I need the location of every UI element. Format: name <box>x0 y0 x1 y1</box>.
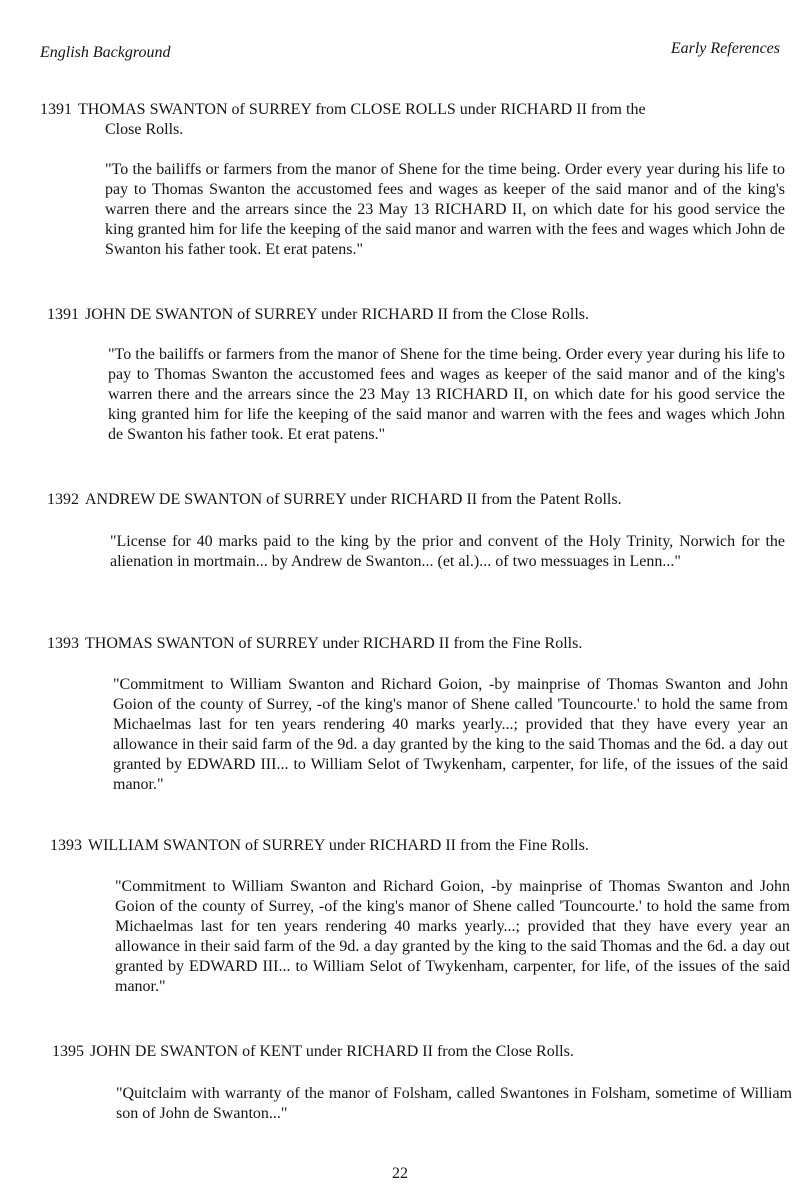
entry-heading <box>0 490 800 510</box>
entry-year: 1391 <box>47 306 79 323</box>
entry-title: THOMAS SWANTON of SURREY from CLOSE ROLLS under RICHARD II from the <box>78 101 646 118</box>
entry-quote: "Commitment to William Swanton and Richard Goion, -by mainprise of Thomas Swanton and John Goion of the county of Surrey, -of the king's manor of Shene called 'Touncourte.' to hold the same from Michaelmas last for ten years rendering 40 marks yearly...; provided that they have every year an allowance in their said farm of the 9d. a day granted by the king to the said Thomas and the 6d. a day out granted by EDWARD III... to William Selot of Twykenham, carpenter, for life, of the issues of the said manor." <box>115 878 790 995</box>
entry-title-continuation: Close Rolls. <box>105 121 184 138</box>
running-header-left: English Background <box>40 44 171 61</box>
entry-title: JOHN DE SWANTON of SURREY under RICHARD II from the Close Rolls. <box>85 306 589 323</box>
entry-1391-thomas <box>0 100 800 260</box>
entry-year: 1392 <box>47 491 79 508</box>
entry-1393-william <box>0 836 800 997</box>
entry-1393-thomas <box>0 634 800 795</box>
entry-heading <box>0 836 800 856</box>
entry-year: 1393 <box>50 837 82 854</box>
entry-quote: "Quitclaim with warranty of the manor of Folsham, called Swantones in Folsham, sometime of William son of John de Swanton..." <box>116 1085 792 1122</box>
running-header-right: Early References <box>670 40 780 57</box>
entry-1395-john <box>0 1042 800 1124</box>
entry-heading <box>0 1042 800 1062</box>
entry-heading <box>0 100 800 140</box>
entry-title: THOMAS SWANTON of SURREY under RICHARD II from the Fine Rolls. <box>85 635 583 652</box>
entry-heading <box>0 634 800 654</box>
page-number: 22 <box>392 1165 408 1182</box>
entry-heading <box>0 305 800 325</box>
entry-title: WILLIAM SWANTON of SURREY under RICHARD II from the Fine Rolls. <box>88 837 589 854</box>
entry-title: JOHN DE SWANTON of KENT under RICHARD II from the Close Rolls. <box>90 1043 574 1060</box>
entry-year: 1393 <box>47 635 79 652</box>
entry-quote: "Commitment to William Swanton and Richard Goion, -by mainprise of Thomas Swanton and John Goion of the county of Surrey, -of the king's manor of Shene called 'Touncourte.' to hold the same from Michaelmas last for ten years rendering 40 marks yearly...; provided that they have every year an allowance in their said farm of the 9d. a day granted by the king to the said Thomas and the 6d. a day out granted by EDWARD III... to William Selot of Twykenham, carpenter, for life, of the issues of the said manor." <box>113 676 788 793</box>
entry-quote: "License for 40 marks paid to the king by the prior and convent of the Holy Trinity, Norwich for the alienation in mortmain... by Andrew de Swanton... (et al.)... of two messuages in Lenn..." <box>110 533 785 570</box>
entry-1392-andrew <box>0 490 800 572</box>
entry-year: 1391 <box>40 101 72 118</box>
entry-year: 1395 <box>52 1043 84 1060</box>
entry-quote: "To the bailiffs or farmers from the manor of Shene for the time being. Order every year during his life to pay to Thomas Swanton the accustomed fees and wages as keeper of the said manor and of the king's warren there and the arrears since the 23 May 13 RICHARD II, on which date for his good service the king granted him for life the keeping of the said manor and warren with the fees and wages which John de Swanton his father took. Et erat patens." <box>105 161 785 258</box>
entry-title: ANDREW DE SWANTON of SURREY under RICHARD II from the Patent Rolls. <box>85 491 622 508</box>
entry-1391-john <box>0 305 800 445</box>
entry-quote: "To the bailiffs or farmers from the manor of Shene for the time being. Order every year during his life to pay to Thomas Swanton the accustomed fees and wages as keeper of the said manor and of the king's warren there and the arrears since the 23 May 13 RICHARD II, on which date for his good service the king granted him for life the keeping of the said manor and warren with the fees and wages which John de Swanton his father took. Et erat patens." <box>108 346 785 443</box>
